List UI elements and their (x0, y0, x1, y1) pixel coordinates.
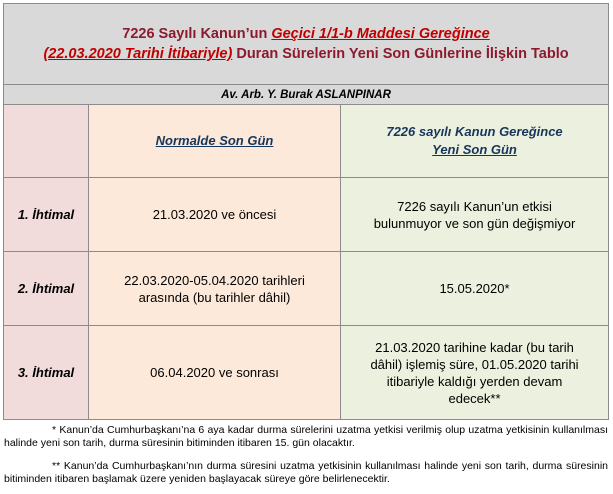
row-label: 2. İhtimal (4, 252, 89, 326)
row-normal-line: 22.03.2020-05.04.2020 tarihleri (124, 272, 305, 288)
title-line-1 (4, 24, 608, 44)
title-line-2 (4, 44, 608, 64)
row-law-line: dâhil) işlemiş süre, 01.05.2020 tarihi (370, 356, 579, 372)
row-normal-value (89, 178, 341, 252)
row-law-line: 15.05.2020* (439, 281, 510, 296)
title-article-ref: Geçici 1/1-b Maddesi Gereğince (271, 26, 490, 42)
header-normal-label: Normalde Son Gün (155, 133, 274, 148)
row-normal-line: 21.03.2020 ve öncesi (152, 207, 277, 222)
row-label: 3. İhtimal (4, 326, 89, 420)
row-law-line: bulunmuyor ve son gün değişmiyor (373, 215, 576, 231)
deadline-table (3, 3, 609, 420)
header-normal-last-day (89, 105, 341, 178)
header-law-line-2: Yeni Son Gün (432, 142, 517, 157)
row-normal-value (89, 252, 341, 326)
row-law-value (341, 252, 609, 326)
header-law-line-1: 7226 sayılı Kanun Gereğince (386, 124, 563, 139)
title-rest: Duran Sürelerin Yeni Son Günlerine İlişkin Tablo (232, 46, 569, 62)
footnote-2: ** Kanun’da Cumhurbaşkanı’nın durma süresini uzatma yetkisinin kullanılması halinde yeni son tarih, durma süresinin bitiminden itibaren başlamak üzere yeniden başlayacak süreye göre belirlenecektir. (4, 460, 608, 485)
title-prefix: 7226 Sayılı Kanun’un (122, 26, 272, 42)
table-row (4, 178, 609, 252)
title-date-ref: (22.03.2020 Tarihi İtibariyle) (43, 46, 233, 62)
header-new-last-day (341, 105, 609, 178)
footnote-1: * Kanun’da Cumhurbaşkanı’na 6 aya kadar durma sürelerini uzatma yetkisi verilmiş olup uzatma yetkisinin kullanılması halinde yeni son tarih, durma süresinin bitiminden itibaren 15. gün olacaktır. (4, 424, 608, 449)
header-empty-cell (4, 105, 89, 178)
row-law-value (341, 178, 609, 252)
author: Av. Arb. Y. Burak ASLANPINAR (4, 85, 609, 105)
row-normal-line: arasında (bu tarihler dâhil) (138, 289, 291, 305)
row-normal-line: 06.04.2020 ve sonrası (150, 365, 279, 380)
row-law-line: itibariyle kaldığı yerden devam (386, 373, 563, 389)
row-law-value (341, 326, 609, 420)
row-law-line: 7226 sayılı Kanun’un etkisi (397, 198, 552, 214)
row-label: 1. İhtimal (4, 178, 89, 252)
table-title (4, 4, 609, 85)
table-row (4, 252, 609, 326)
row-law-line: 21.03.2020 tarihine kadar (bu tarih (375, 339, 574, 355)
table-row (4, 326, 609, 420)
row-normal-value (89, 326, 341, 420)
row-law-line: edecek** (448, 390, 501, 406)
